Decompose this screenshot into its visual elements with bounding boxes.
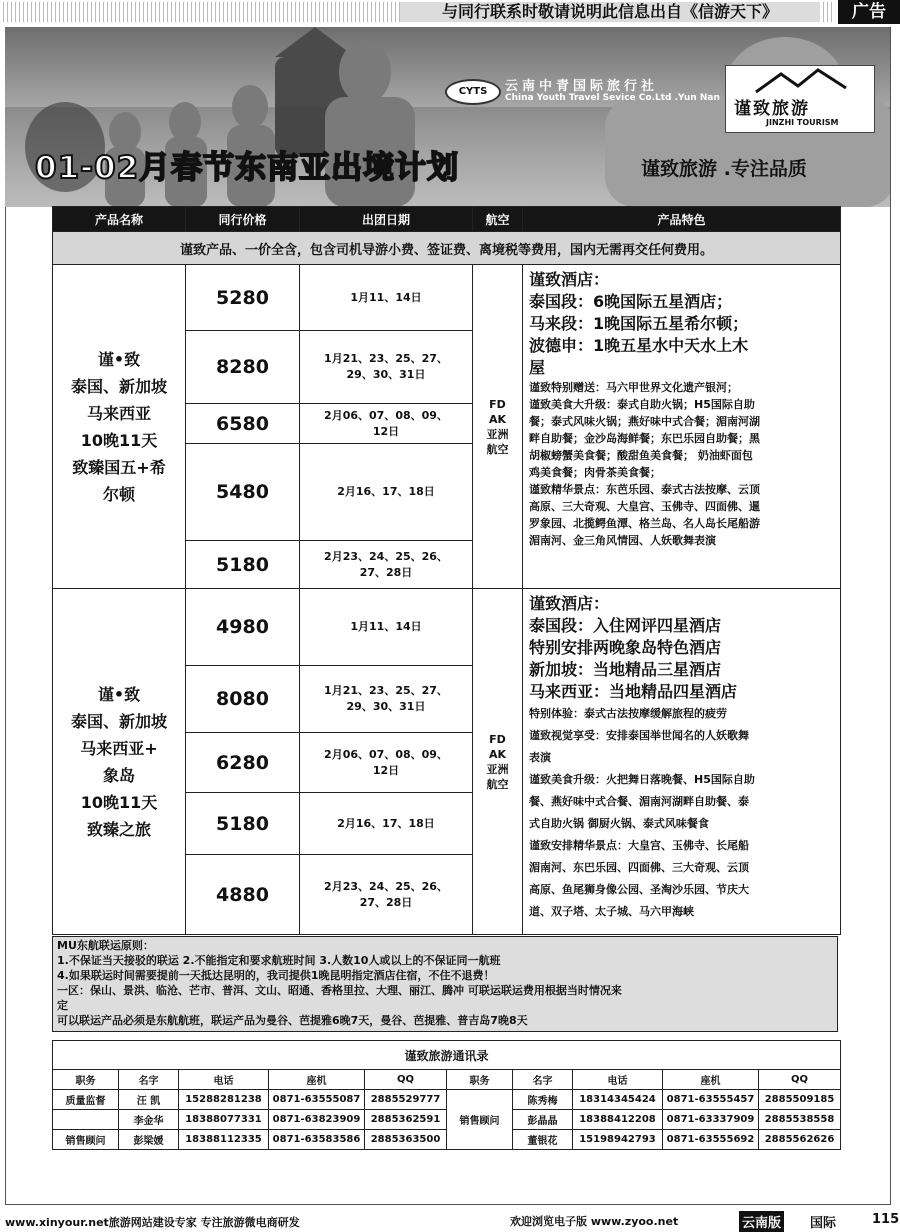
product-features: 谨致酒店： 泰国段：入住网评四星酒店 特别安排两晚象岛特色酒店 新加坡：当地精品三星酒店 马来西亚：当地精品四星酒店 特别体验：泰式古法按摩缓解旅程的疲劳 谨致视觉享受：安排泰国举世闻名的人妖歌舞 表演 谨致美食升级：火把舞日落晚餐、H5国际自助 餐、燕好味中式合餐、湄南河湖畔自助餐、泰 式自助火锅 御厨火锅、泰式风味餐食 谨致安排精华景点：大皇宫、玉佛寺、长尾船 湄南河、东巴乐园、四面佛、三大奇观、云顶 高原、鱼尾狮身像公园、圣淘沙乐园、节庆大 道、双子塔、太子城、马六甲海峡 — [523, 589, 841, 935]
departure-dates: 1月11、14日 — [300, 589, 473, 666]
directory-header: 职务 名字 电话 座机 QQ 职务 名字 电话 座机 QQ — [53, 1070, 841, 1090]
departure-dates: 2月06、07、08、09、 12日 — [300, 733, 473, 793]
ad-label: 广告 — [838, 0, 900, 24]
price: 4880 — [186, 855, 300, 935]
table-row: 质量监督 汪 凯 15288281238 0871-63555087 2885529777 销售顾问 陈秀梅 18314345424 0871-63555457 2885509185 — [53, 1090, 841, 1110]
col-price: 同行价格 — [186, 207, 300, 232]
departure-dates: 1月21、23、25、27、 29、30、31日 — [300, 666, 473, 733]
directory-title: 谨致旅游通讯录 — [53, 1041, 841, 1070]
price: 4980 — [186, 589, 300, 666]
table-header — [53, 207, 841, 232]
agency-brand — [445, 75, 720, 115]
col-features: 产品特色 — [523, 207, 841, 232]
table-row: 销售顾问 彭梁媛 18388112335 0871-63583586 2885363500 董银花 15198942793 0871-63555692 2885562626 — [53, 1130, 841, 1150]
table-row — [53, 589, 841, 666]
product-name: 谨•致 泰国、新加坡 马来西亚+ 象岛 10晚11天 致臻之旅 — [53, 589, 186, 935]
airline: FD AK 亚洲 航空 — [473, 265, 523, 589]
table-row — [53, 265, 841, 331]
included-note: 谨致产品、一价全含，包含司机导游小费、签证费、离境税等费用，国内无需再交任何费用。 — [53, 232, 841, 265]
right-role: 销售顾问 — [447, 1090, 513, 1150]
price: 5480 — [186, 444, 300, 541]
contact-directory — [52, 1040, 841, 1150]
price: 6580 — [186, 404, 300, 444]
departure-dates: 1月11、14日 — [300, 265, 473, 331]
agency-name-en: China Youth Travel Sevice Co.Ltd .Yun Nan — [505, 93, 720, 103]
price: 8280 — [186, 331, 300, 404]
footer-left: www.xinyour.net旅游网站建设专家 专注旅游微电商研发 — [5, 1216, 300, 1229]
agency-name-cn: 云南中青国际旅行社 — [505, 79, 659, 94]
source-note: 与同行联系时敬请说明此信息出自《信游天下》 — [400, 2, 820, 22]
departure-dates: 2月23、24、25、26、 27、28日 — [300, 855, 473, 935]
col-product-name: 产品名称 — [53, 207, 186, 232]
departure-dates: 2月23、24、25、26、 27、28日 — [300, 541, 473, 589]
departure-dates: 2月16、17、18日 — [300, 793, 473, 855]
brand-en: JINZHI TOURISM — [766, 118, 839, 127]
price: 6280 — [186, 733, 300, 793]
departure-dates: 1月21、23、25、27、 29、30、31日 — [300, 331, 473, 404]
product-name: 谨•致 泰国、新加坡 马来西亚 10晚11天 致臻国五+希 尔顿 — [53, 265, 186, 589]
table-row: 李金华 18388077331 0871-63823909 2885362591 彭晶晶 18388412208 0871-63337909 2885538558 — [53, 1110, 841, 1130]
price: 5180 — [186, 793, 300, 855]
included-note-row — [53, 232, 841, 265]
footer-link[interactable]: 欢迎浏览电子版 www.zyoo.net — [510, 1215, 679, 1228]
airline: FD AK 亚洲 航空 — [473, 589, 523, 935]
hero-banner — [5, 27, 890, 207]
col-dates: 出团日期 — [300, 207, 473, 232]
departure-dates: 2月06、07、08、09、 12日 — [300, 404, 473, 444]
col-airline: 航空 — [473, 207, 523, 232]
price: 5180 — [186, 541, 300, 589]
connection-rules: MU东航联运原则： 1.不保证当天接驳的联运 2.不能指定和要求航班时间 3.人数10人或以上的不保证同一航班 4.如果联运时间需要提前一天抵达昆明的，我司提供1晚昆明指定酒店住宿，不住不退费！ 一区：保山、景洪、临沧、芒市、普洱、文山、昭通、香格里拉、大理、丽江、腾冲 可联运联运费用根据当时情况来 定 可以联运产品必须是东航航班，联运产品为曼谷、芭提雅6晚7天，曼谷、芭提雅、普吉岛7晚8天 — [52, 936, 838, 1032]
edition-badge: 云南版 — [739, 1211, 784, 1232]
page-footer — [0, 1207, 900, 1230]
top-banner — [0, 0, 900, 24]
page-number: 115 — [872, 1212, 900, 1227]
brand-calligraphy: 谨致旅游 — [734, 99, 810, 119]
section-label: 国际 — [810, 1216, 837, 1231]
price: 5280 — [186, 265, 300, 331]
slogan: 谨致旅游 .专注品质 — [641, 158, 807, 180]
product-features: 谨致酒店： 泰国段：6晚国际五星酒店； 马来段：1晚国际五星希尔顿； 波德申：1晚五星水中天水上木 屋 谨致特别赠送：马六甲世界文化遗产银河； 谨致美食大升级：泰式自助火锅；H5国际自助 餐；泰式风味火锅；燕好味中式合餐；湄南河湖 畔自助餐；金沙岛海鲜餐；东巴乐园自助餐；黑 胡椒螃蟹美食餐；酸甜鱼美食餐； 奶油虾面包 鸡美食餐；肉骨茶美食餐； 谨致精华景点：东芭乐园、泰式古法按摩、云顶 高原、三大奇观、大皇宫、玉佛寺、四面佛、暹 罗象园、北揽鳄鱼潭、格兰岛、名人岛长尾船游 湄南河、金三角风情园、人妖歌舞表演 — [523, 265, 841, 589]
departure-dates: 2月16、17、18日 — [300, 444, 473, 541]
itinerary-table — [52, 206, 841, 935]
agency-logo: CYTS — [445, 79, 501, 105]
jinzhi-logo — [725, 65, 875, 133]
price: 8080 — [186, 666, 300, 733]
mountain-icon — [726, 66, 874, 96]
page-title: 01-02月春节东南亚出境计划 — [35, 150, 460, 186]
